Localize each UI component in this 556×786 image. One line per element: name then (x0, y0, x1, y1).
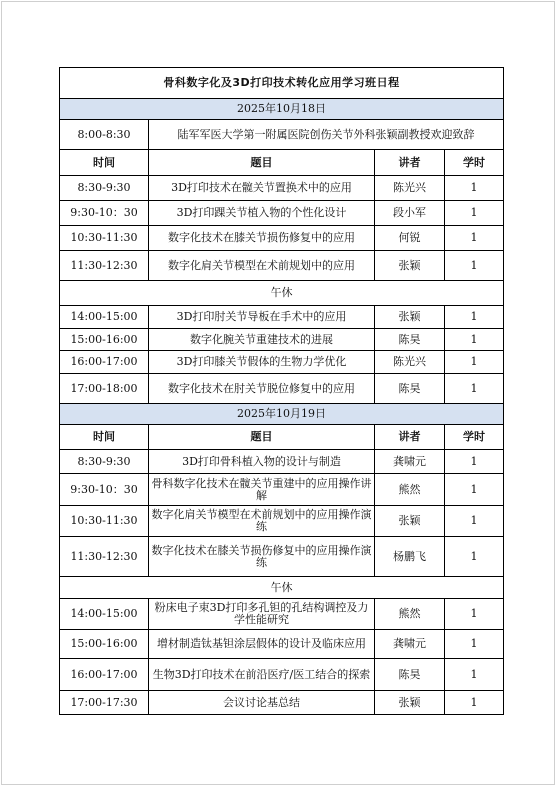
session-topic: 增材制造钛基钽涂层假体的设计及临床应用 (149, 630, 375, 659)
session-topic: 3D打印膝关节假体的生物力学优化 (149, 351, 375, 374)
session-time: 14:00-15:00 (60, 306, 149, 329)
session-row (60, 599, 504, 630)
session-hours: 1 (445, 374, 504, 404)
session-time: 8:30-9:30 (60, 450, 149, 474)
session-row (60, 374, 504, 404)
session-row (60, 351, 504, 374)
session-speaker: 张颖 (375, 306, 445, 329)
session-row (60, 474, 504, 506)
schedule-title: 骨科数字化及3D打印技术转化应用学习班日程 (60, 68, 504, 99)
session-topic: 数字化肩关节模型在术前规划中的应用操作演练 (149, 506, 375, 537)
session-time: 17:00-17:30 (60, 691, 149, 715)
opening-text: 陆军军医大学第一附属医院创伤关节外科张颖副教授欢迎致辞 (149, 120, 504, 150)
session-time: 11:30-12:30 (60, 537, 149, 577)
session-topic: 骨科数字化技术在髋关节重建中的应用操作讲解 (149, 474, 375, 506)
session-hours: 1 (445, 537, 504, 577)
session-topic: 数字化腕关节重建技术的进展 (149, 329, 375, 351)
session-row (60, 630, 504, 659)
session-time: 16:00-17:00 (60, 659, 149, 691)
lunch-break: 午休 (60, 281, 504, 306)
session-time: 11:30-12:30 (60, 251, 149, 281)
session-time: 15:00-16:00 (60, 329, 149, 351)
header-time: 时间 (60, 425, 149, 450)
header-hours: 学时 (445, 150, 504, 176)
session-row (60, 306, 504, 329)
session-topic: 数字化肩关节模型在术前规划中的应用 (149, 251, 375, 281)
session-speaker: 杨鹏飞 (375, 537, 445, 577)
title-row (60, 68, 504, 99)
session-time: 9:30-10：30 (60, 474, 149, 506)
session-topic: 会议讨论基总结 (149, 691, 375, 715)
session-row (60, 537, 504, 577)
day1-date: 2025年10月18日 (60, 99, 504, 120)
session-time: 15:00-16:00 (60, 630, 149, 659)
session-speaker: 张颖 (375, 251, 445, 281)
session-topic: 数字化技术在膝关节损伤修复中的应用 (149, 226, 375, 251)
session-topic: 3D打印技术在髋关节置换术中的应用 (149, 176, 375, 201)
session-speaker: 陈光兴 (375, 351, 445, 374)
session-hours: 1 (445, 176, 504, 201)
session-hours: 1 (445, 450, 504, 474)
session-hours: 1 (445, 599, 504, 630)
session-hours: 1 (445, 226, 504, 251)
session-speaker: 熊然 (375, 599, 445, 630)
session-time: 10:30-11:30 (60, 226, 149, 251)
header-row (60, 150, 504, 176)
schedule-table (59, 67, 504, 715)
lunch-row (60, 577, 504, 599)
session-hours: 1 (445, 306, 504, 329)
session-speaker: 陈昊 (375, 659, 445, 691)
session-time: 14:00-15:00 (60, 599, 149, 630)
session-speaker: 陈昊 (375, 329, 445, 351)
session-speaker: 龚啸元 (375, 630, 445, 659)
header-hours: 学时 (445, 425, 504, 450)
session-topic: 3D打印肘关节导板在手术中的应用 (149, 306, 375, 329)
session-speaker: 龚啸元 (375, 450, 445, 474)
header-speaker: 讲者 (375, 425, 445, 450)
session-time: 16:00-17:00 (60, 351, 149, 374)
day2-date: 2025年10月19日 (60, 404, 504, 425)
session-hours: 1 (445, 351, 504, 374)
header-topic: 题目 (149, 150, 375, 176)
session-row (60, 659, 504, 691)
session-time: 17:00-18:00 (60, 374, 149, 404)
header-speaker: 讲者 (375, 150, 445, 176)
session-row (60, 226, 504, 251)
lunch-row (60, 281, 504, 306)
session-hours: 1 (445, 659, 504, 691)
session-row (60, 506, 504, 537)
session-row (60, 201, 504, 226)
session-hours: 1 (445, 329, 504, 351)
header-time: 时间 (60, 150, 149, 176)
header-row (60, 425, 504, 450)
session-speaker: 陈昊 (375, 374, 445, 404)
session-row (60, 176, 504, 201)
session-row (60, 691, 504, 715)
session-topic: 3D打印踝关节植入物的个性化设计 (149, 201, 375, 226)
session-topic: 数字化技术在肘关节脱位修复中的应用 (149, 374, 375, 404)
header-topic: 题目 (149, 425, 375, 450)
session-row (60, 329, 504, 351)
opening-row (60, 120, 504, 150)
session-speaker: 张颖 (375, 506, 445, 537)
session-hours: 1 (445, 506, 504, 537)
session-hours: 1 (445, 630, 504, 659)
session-row (60, 450, 504, 474)
session-topic: 生物3D打印技术在前沿医疗/医工结合的探索 (149, 659, 375, 691)
session-speaker: 段小军 (375, 201, 445, 226)
session-speaker: 熊然 (375, 474, 445, 506)
session-speaker: 张颖 (375, 691, 445, 715)
lunch-break: 午休 (60, 577, 504, 599)
session-speaker: 陈光兴 (375, 176, 445, 201)
date-row (60, 99, 504, 120)
session-hours: 1 (445, 251, 504, 281)
session-row (60, 251, 504, 281)
session-time: 10:30-11:30 (60, 506, 149, 537)
session-topic: 数字化技术在膝关节损伤修复中的应用操作演练 (149, 537, 375, 577)
session-time: 9:30-10：30 (60, 201, 149, 226)
session-time: 8:30-9:30 (60, 176, 149, 201)
session-speaker: 何锐 (375, 226, 445, 251)
session-hours: 1 (445, 474, 504, 506)
session-topic: 3D打印骨科植入物的设计与制造 (149, 450, 375, 474)
session-hours: 1 (445, 201, 504, 226)
session-topic: 粉床电子束3D打印多孔钽的孔结构调控及力学性能研究 (149, 599, 375, 630)
date-row (60, 404, 504, 425)
opening-time: 8:00-8:30 (60, 120, 149, 150)
session-hours: 1 (445, 691, 504, 715)
